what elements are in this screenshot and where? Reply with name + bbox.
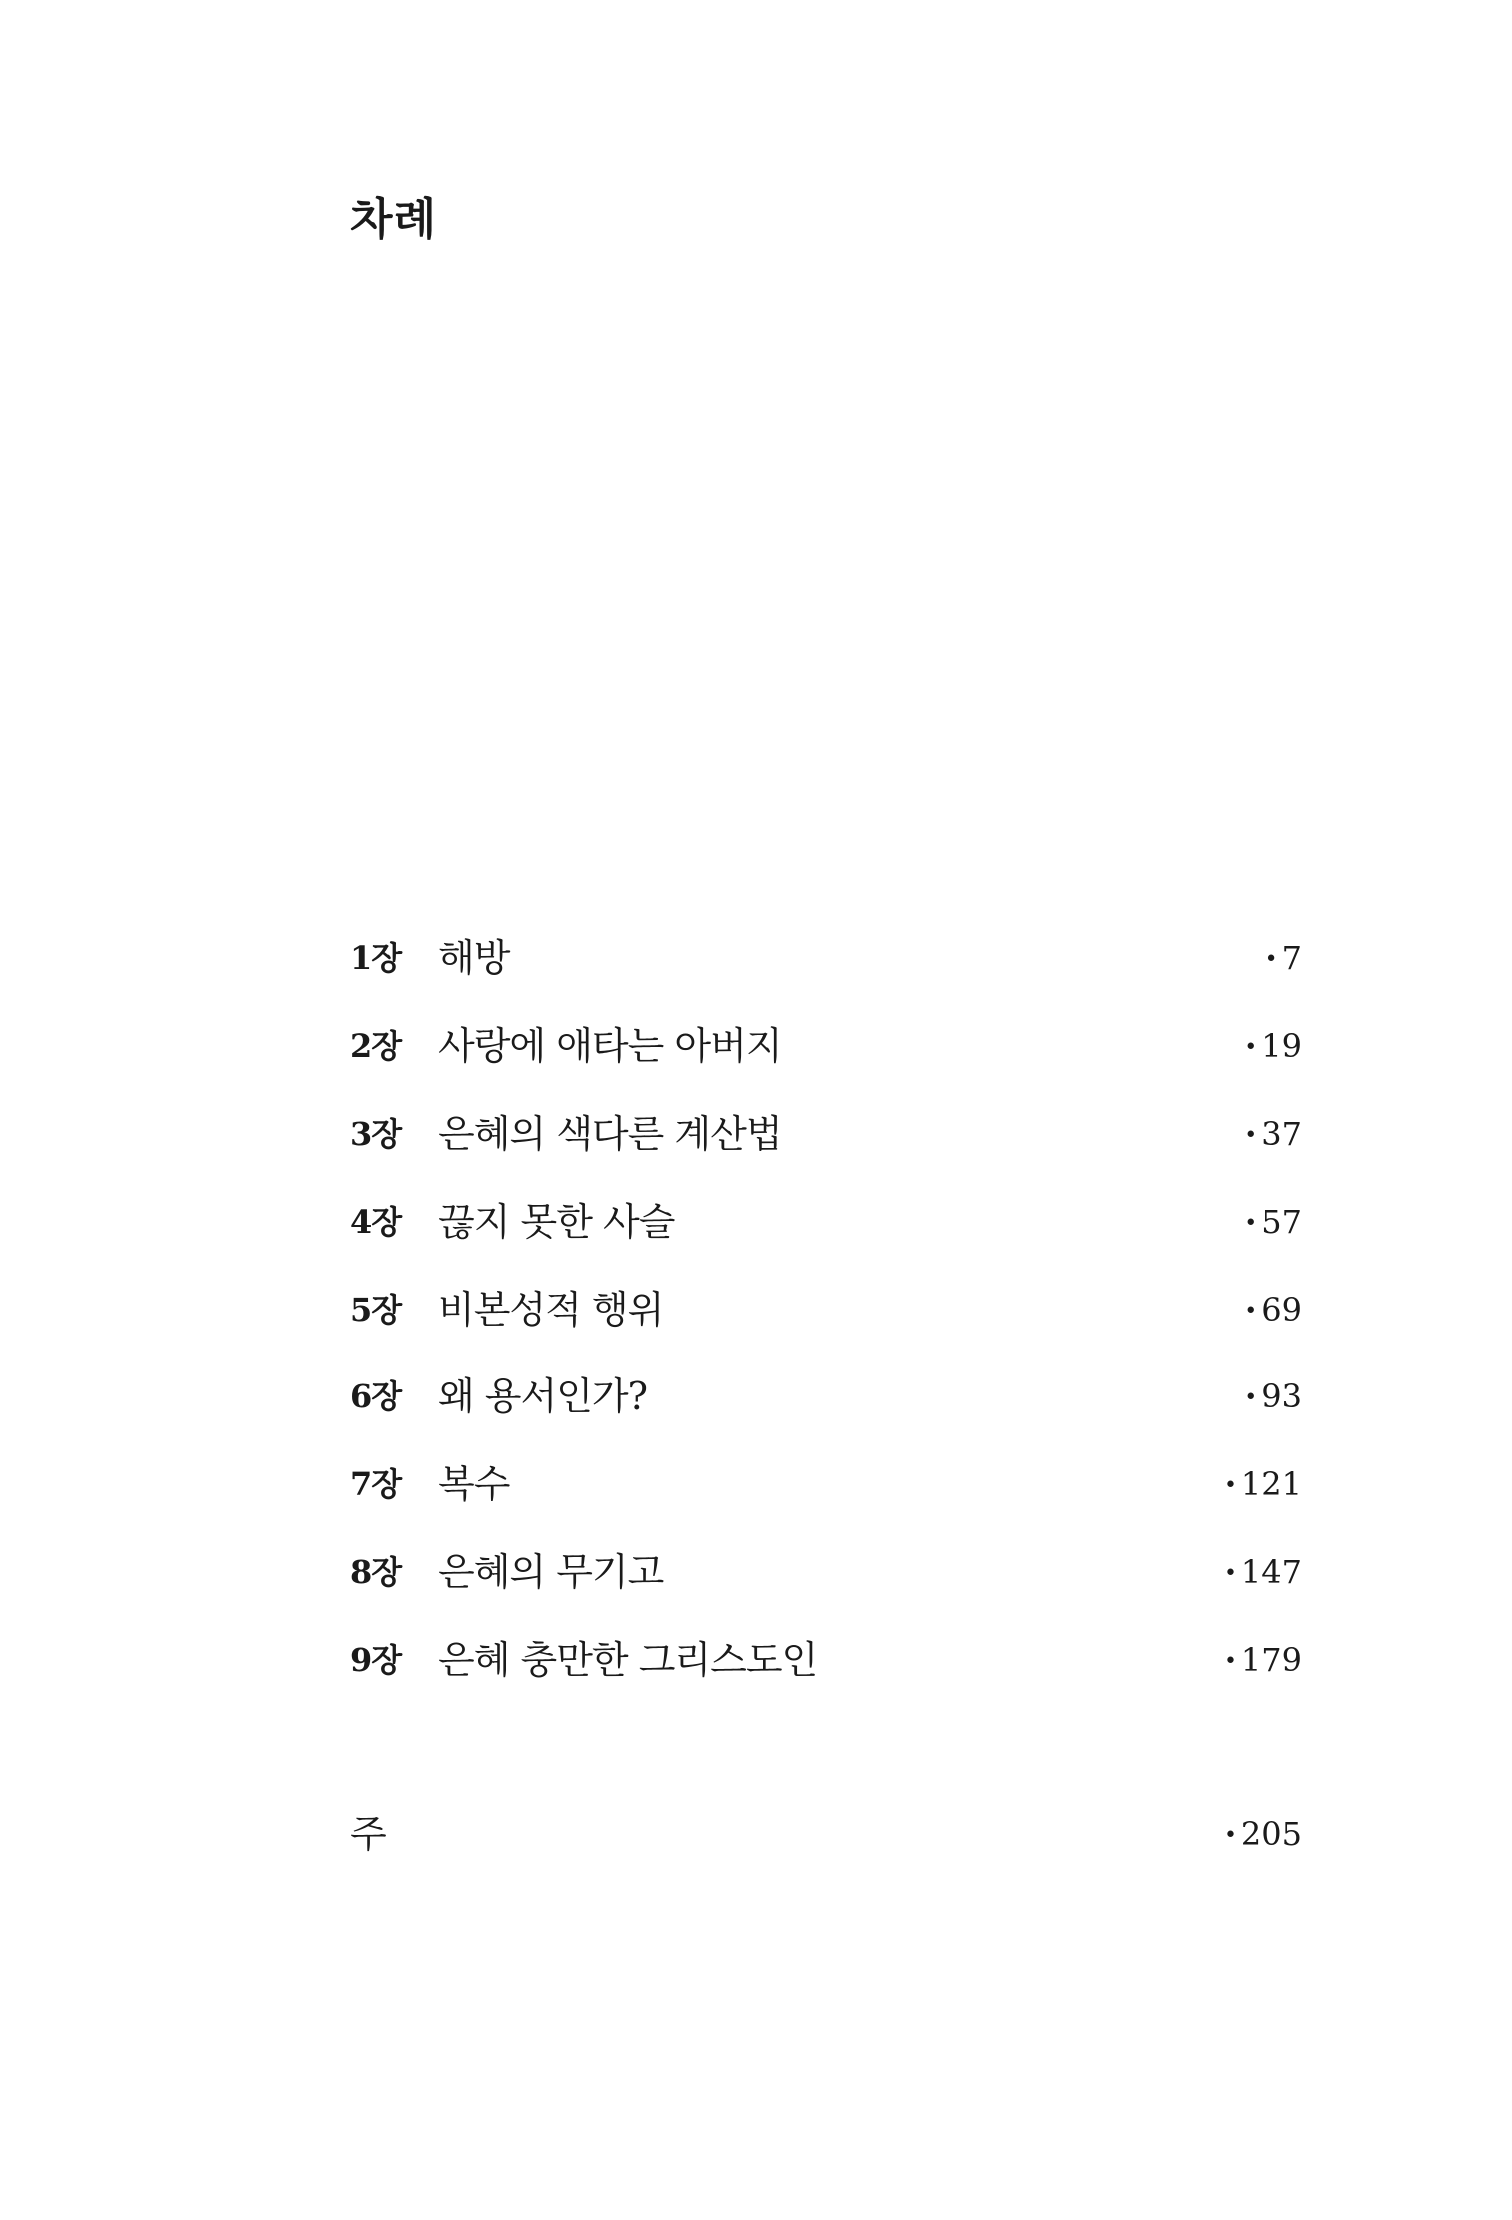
page-dot: • bbox=[1223, 1649, 1237, 1674]
chapter-page bbox=[1244, 1192, 1302, 1254]
toc-row-notes[interactable] bbox=[350, 1804, 1302, 1864]
page-dot: • bbox=[1223, 1473, 1237, 1498]
chapter-title: 복수 bbox=[438, 1462, 510, 1506]
chapter-number: 7장 bbox=[350, 1465, 402, 1503]
chapter-number: 8장 bbox=[350, 1553, 402, 1591]
chapter-page bbox=[1244, 1016, 1302, 1078]
chapter-number: 1장 bbox=[350, 939, 402, 977]
page-dot: • bbox=[1244, 1299, 1258, 1324]
chapter-title: 끊지 못한 사슬 bbox=[438, 1200, 675, 1244]
page-dot: • bbox=[1223, 1561, 1237, 1586]
chapter-title: 왜 용서인가? bbox=[438, 1374, 647, 1418]
chapter-title: 비본성적 행위 bbox=[438, 1288, 664, 1332]
page-number: 179 bbox=[1240, 1641, 1302, 1679]
page-dot: • bbox=[1223, 1823, 1237, 1848]
notes-page bbox=[1224, 1804, 1302, 1866]
chapter-number: 6장 bbox=[350, 1377, 402, 1415]
page-title: 차례 bbox=[350, 194, 438, 245]
chapter-number: 3장 bbox=[350, 1115, 402, 1153]
page-number: 57 bbox=[1261, 1203, 1302, 1241]
toc-row-chapter-4[interactable] bbox=[350, 1192, 1302, 1252]
chapter-number: 9장 bbox=[350, 1641, 402, 1679]
page-dot: • bbox=[1244, 1385, 1258, 1410]
chapter-number: 2장 bbox=[350, 1027, 402, 1065]
chapter-page bbox=[1265, 928, 1302, 990]
chapter-page bbox=[1244, 1280, 1302, 1342]
chapter-page bbox=[1244, 1366, 1302, 1428]
chapter-title: 은혜 충만한 그리스도인 bbox=[438, 1638, 818, 1682]
chapter-title: 은혜의 색다른 계산법 bbox=[438, 1112, 782, 1156]
page-number: 147 bbox=[1240, 1553, 1302, 1591]
toc-row-chapter-7[interactable] bbox=[350, 1454, 1302, 1514]
toc-row-chapter-9[interactable] bbox=[350, 1630, 1302, 1690]
toc-row-chapter-1[interactable] bbox=[350, 928, 1302, 988]
toc-row-chapter-2[interactable] bbox=[350, 1016, 1302, 1076]
toc-row-chapter-3[interactable] bbox=[350, 1104, 1302, 1164]
page-dot: • bbox=[1264, 947, 1278, 972]
toc-row-chapter-8[interactable] bbox=[350, 1542, 1302, 1602]
page-number: 121 bbox=[1240, 1465, 1302, 1503]
chapter-number: 4장 bbox=[350, 1203, 402, 1241]
chapter-number: 5장 bbox=[350, 1291, 402, 1329]
toc-row-chapter-6[interactable] bbox=[350, 1366, 1302, 1426]
chapter-title: 은혜의 무기고 bbox=[438, 1550, 664, 1594]
page-number: 69 bbox=[1261, 1291, 1302, 1329]
page-number: 93 bbox=[1261, 1377, 1302, 1415]
chapter-page bbox=[1244, 1104, 1302, 1166]
page-number: 19 bbox=[1261, 1027, 1302, 1065]
page-dot: • bbox=[1244, 1123, 1258, 1148]
chapter-title: 사랑에 애타는 아버지 bbox=[438, 1024, 782, 1068]
page-number: 7 bbox=[1281, 939, 1302, 977]
chapter-page bbox=[1224, 1542, 1302, 1604]
chapter-page bbox=[1224, 1454, 1302, 1516]
chapter-page bbox=[1224, 1630, 1302, 1692]
page-number: 37 bbox=[1261, 1115, 1302, 1153]
page-number: 205 bbox=[1240, 1815, 1302, 1853]
page-dot: • bbox=[1244, 1211, 1258, 1236]
notes-title: 주 bbox=[350, 1812, 387, 1856]
toc-row-chapter-5[interactable] bbox=[350, 1280, 1302, 1340]
page-dot: • bbox=[1244, 1035, 1258, 1060]
chapter-title: 해방 bbox=[438, 936, 510, 980]
